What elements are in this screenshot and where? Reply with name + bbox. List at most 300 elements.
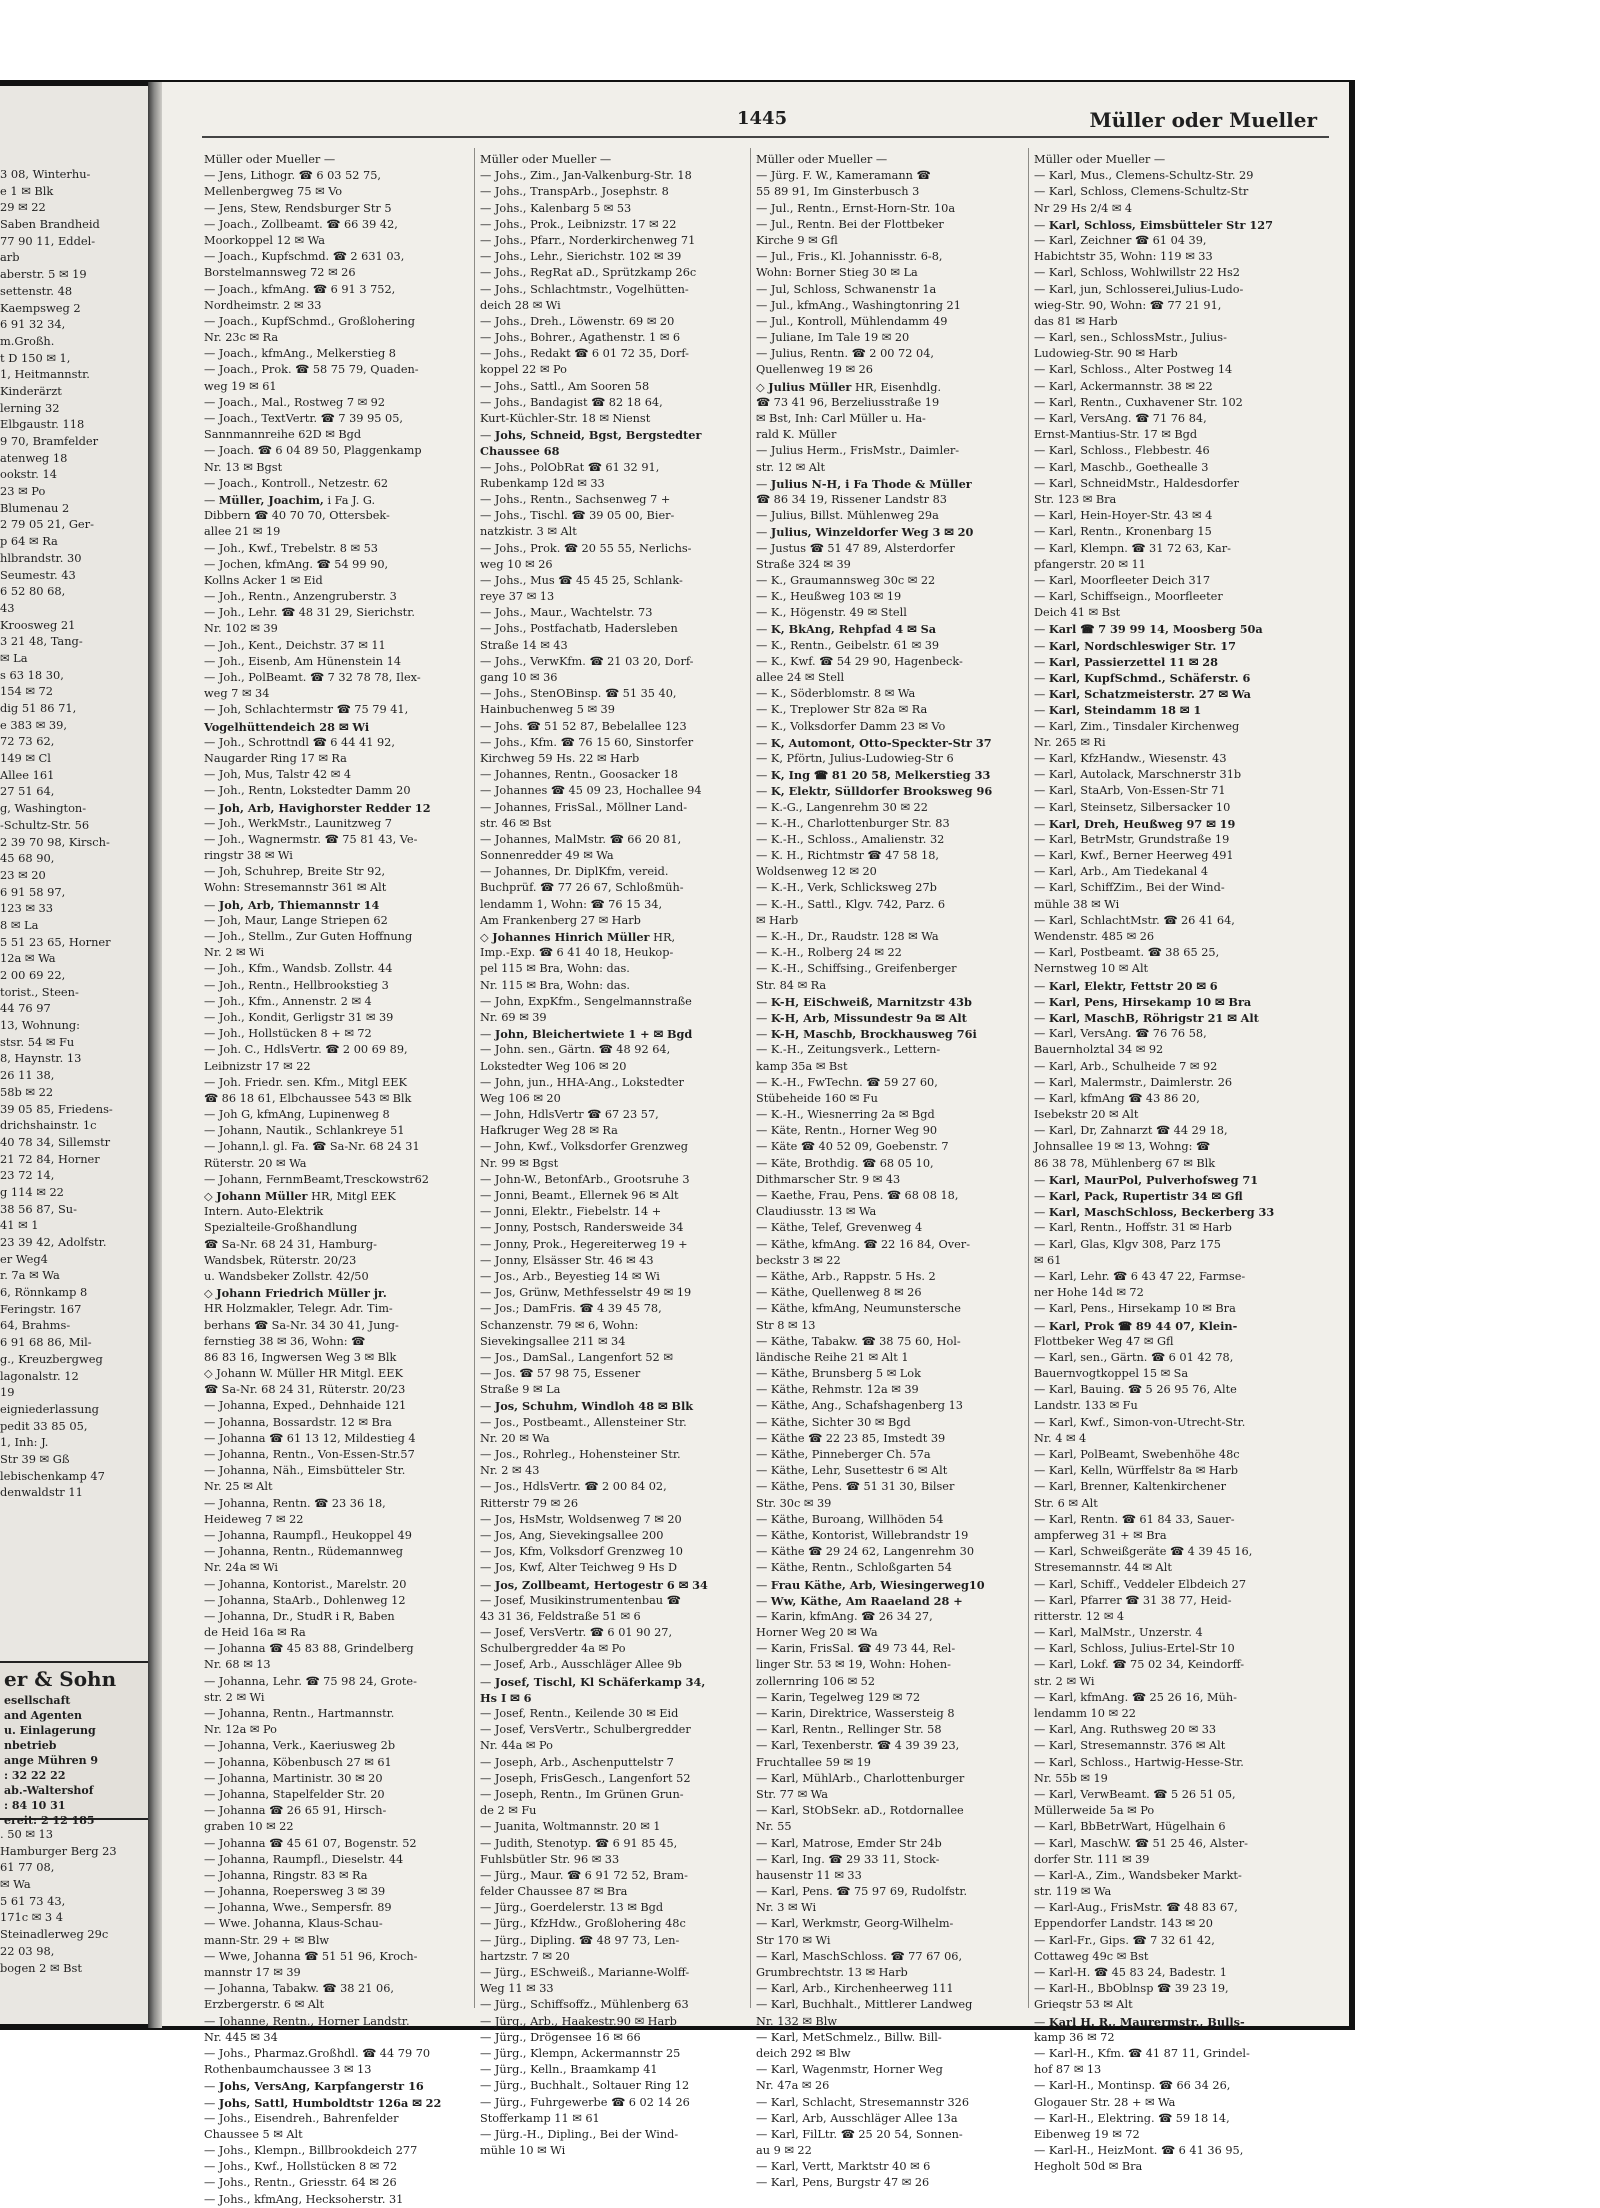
directory-entry: — Karl, Elektr, Fettstr 20 ✉ 6 <box>1034 978 1218 993</box>
directory-entry: — Karl, Ang. Ruthsweg 20 ✉ 33 <box>1034 1723 1217 1737</box>
directory-entry: — Jul., Fris., Kl. Johannisstr. 6-8, <box>756 250 943 264</box>
directory-entry: — Käte ☎ 40 52 09, Goebenstr. 7 <box>756 1140 949 1154</box>
directory-entry: — K., Treplower Str 82a ✉ Ra <box>756 703 928 717</box>
directory-entry: — Jonni, Elektr., Fiebelstr. 14 + <box>480 1205 662 1219</box>
directory-entry: ☎ 73 41 96, Berzeliusstraße 19 <box>756 395 940 409</box>
directory-entry: — John. sen., Gärtn. ☎ 48 92 64, <box>480 1043 671 1057</box>
directory-entry: — Julius, Winzeldorfer Weg 3 ✉ 20 <box>756 525 974 540</box>
directory-entry: — Karl, MalMstr., Unzerstr. 4 <box>1034 1626 1203 1640</box>
directory-entry: — K., Söderblomstr. 8 ✉ Wa <box>756 687 916 701</box>
directory-entry: — Julius, Billst. Mühlenweg 29a <box>756 509 939 523</box>
directory-entry: str. 119 ✉ Wa <box>1034 1885 1112 1899</box>
directory-entry: — Johanna, Rentn., Hartmannstr. <box>204 1707 395 1720</box>
directory-entry: — Johannes ☎ 45 09 23, Hochallee 94 <box>480 784 702 798</box>
directory-entry: Wohn: Borner Stieg 30 ✉ La <box>756 266 918 280</box>
directory-entry: — Johs., Rentn., Sachsenweg 7 + <box>480 492 671 506</box>
directory-entry: Kollns Acker 1 ✉ Eid <box>204 573 323 587</box>
column-header: Müller oder Mueller — <box>756 153 888 166</box>
column-entries <box>480 168 750 2159</box>
directory-entry: — Karl, Rentn., Rellinger Str. 58 <box>756 1723 942 1737</box>
ad-line: ereit: 2 12 185 <box>4 1814 95 1827</box>
directory-entry: Borstelmannsweg 72 ✉ 26 <box>204 266 356 280</box>
directory-entry: — Karl, Glas, Klgv 308, Parz 175 <box>1034 1237 1221 1251</box>
left-page-line: 2 00 69 22, <box>0 968 66 982</box>
column-entries <box>204 168 474 2208</box>
ad-line: : 32 22 22 <box>4 1769 66 1782</box>
left-page-line: denwaldstr 11 <box>0 1485 83 1500</box>
directory-entry: Nr. 25 ✉ Alt <box>204 1480 273 1494</box>
ad-line: and Agenten <box>4 1709 82 1722</box>
directory-entry: — Karin, Direktrice, Wassersteig 8 <box>756 1707 955 1720</box>
directory-entry: — Karl, SchlachtMstr. ☎ 26 41 64, <box>1034 913 1235 927</box>
left-page-line: 38 56 87, Su- <box>0 1201 77 1216</box>
directory-entry: — Karl, Passierzettel 11 ✉ 28 <box>1034 654 1219 669</box>
directory-entry: — K-H, EiSchweiß, Marnitzstr 43b <box>756 994 972 1009</box>
left-page-line: 58b ✉ 22 <box>0 1084 54 1099</box>
column-divider <box>474 148 475 2008</box>
directory-entry: Str 8 ✉ 13 <box>756 1318 816 1332</box>
directory-entry: — K.-H., Schloss., Amalienstr. 32 <box>756 832 945 846</box>
directory-entry: — Joh., PolBeamt. ☎ 7 32 78 78, Ilex- <box>204 671 421 684</box>
left-page-line: p 64 ✉ Ra <box>0 534 58 549</box>
column-2 <box>480 152 750 2159</box>
directory-entry: — Jul., kfmAng., Washingtonring 21 <box>756 298 961 312</box>
directory-entry: — Johann,l. gl. Fa. ☎ Sa-Nr. 68 24 31 <box>204 1140 420 1154</box>
directory-entry: — Jos, Ang, Sievekingsallee 200 <box>480 1528 664 1542</box>
directory-entry: — Johs., Klempn., Billbrookdeich 277 <box>204 2144 418 2158</box>
directory-entry: — Jürg., Kelln., Braamkamp 41 <box>480 2063 658 2077</box>
directory-entry: Hafkruger Weg 28 ✉ Ra <box>480 1124 618 1138</box>
directory-entry: — Käthe ☎ 29 24 62, Langenrehm 30 <box>756 1545 975 1559</box>
directory-entry: ◇ Johann Müller HR, Mitgl EEK <box>204 1189 396 1203</box>
directory-entry: mühle 10 ✉ Wi <box>480 2144 566 2158</box>
directory-entry: — Joh. C., HdlsVertr. ☎ 2 00 69 89, <box>204 1043 408 1057</box>
column-divider <box>1028 148 1029 2008</box>
directory-entry: — Johanna, Raumpfl., Dieselstr. 44 <box>204 1852 404 1866</box>
directory-entry: — Jos, Kfm, Volksdorf Grenzweg 10 <box>480 1545 683 1559</box>
left-page-line: arb <box>0 250 20 265</box>
directory-entry: — Johanna, Lehr. ☎ 75 98 24, Grote- <box>204 1674 417 1688</box>
left-page-line: Steinadlerweg 29c <box>0 1927 109 1942</box>
directory-entry: weg 10 ✉ 26 <box>480 557 553 571</box>
column-header: Müller oder Mueller — <box>1034 153 1166 166</box>
directory-entry: — Karl, Schloss, Clemens-Schultz-Str <box>1034 185 1249 199</box>
directory-entry: — Jürg., Fuhrgewerbe ☎ 6 02 14 26 <box>480 2095 690 2109</box>
directory-page <box>162 82 1349 2206</box>
directory-entry: — Karl, Arb, Ausschläger Allee 13a <box>756 2111 958 2125</box>
directory-entry: — Käte, Brothdig. ☎ 68 05 10, <box>756 1156 934 1170</box>
left-page-line: 22 03 98, <box>0 1943 55 1958</box>
directory-entry: Nr. 69 ✉ 39 <box>480 1010 547 1024</box>
left-page-line: 6, Rönnkamp 8 <box>0 1285 88 1300</box>
left-page-line: Seumestr. 43 <box>0 567 76 582</box>
left-page-line: 13, Wohnung: <box>0 1018 81 1033</box>
directory-entry: — Käthe, Brunsberg 5 ✉ Lok <box>756 1367 921 1381</box>
directory-entry: Kurt-Küchler-Str. 18 ✉ Nienst <box>480 412 651 425</box>
directory-entry: — Jürg., ESchweiß., Marianne-Wolff- <box>480 1966 690 1979</box>
directory-entry: — K.-G., Langenrehm 30 ✉ 22 <box>756 800 928 814</box>
directory-entry: — Karl, VersAng. ☎ 71 76 84, <box>1034 412 1207 425</box>
directory-entry: — Jonni, Beamt., Ellernek 96 ✉ Alt <box>480 1189 679 1202</box>
left-page-line: 6 91 32 34, <box>0 317 66 332</box>
left-page-line: Allee 161 <box>0 767 55 782</box>
left-page-line: 5 51 23 65, Horner <box>0 934 111 949</box>
directory-entry: — Karl-H. ☎ 45 83 24, Badestr. 1 <box>1034 1966 1227 1979</box>
directory-entry: — Justus ☎ 51 47 89, Alsterdorfer <box>756 541 955 555</box>
directory-entry: — Johs., Zim., Jan-Valkenburg-Str. 18 <box>480 169 692 183</box>
directory-entry: — Käthe, Rehmstr. 12a ✉ 39 <box>756 1383 919 1397</box>
directory-entry: Schanzenstr. 79 ✉ 6, Wohn: <box>480 1318 639 1332</box>
directory-entry: — Karl, Malermstr., Daimlerstr. 26 <box>1034 1075 1233 1089</box>
directory-entry: — Joach., TextVertr. ☎ 7 39 95 05, <box>204 412 404 425</box>
directory-entry: Hegholt 50d ✉ Bra <box>1034 2160 1143 2174</box>
directory-entry: Kirchweg 59 Hs. 22 ✉ Harb <box>480 751 640 765</box>
directory-entry: — Johannes, Rentn., Goosacker 18 <box>480 768 678 782</box>
directory-entry: Erzbergerstr. 6 ✉ Alt <box>204 1998 325 2012</box>
left-page-line: Saben Brandheid <box>0 217 100 232</box>
directory-entry: ampferweg 31 + ✉ Bra <box>1034 1528 1167 1542</box>
directory-entry: — K.-H., Zeitungsverk., Lettern- <box>756 1043 941 1057</box>
directory-entry: Rothenbaumchaussee 3 ✉ 13 <box>204 2063 372 2077</box>
directory-entry: — Karl, Schloss., Flebbestr. 46 <box>1034 444 1210 458</box>
directory-entry: hof 87 ✉ 13 <box>1034 2063 1102 2077</box>
left-page-line: 6 91 68 86, Mil- <box>0 1335 92 1350</box>
directory-entry: mannstr 17 ✉ 39 <box>204 1966 301 1979</box>
directory-entry: — Karl, Maschb., Goethealle 3 <box>1034 460 1209 474</box>
directory-entry: — Käthe, Pinneberger Ch. 57a <box>756 1448 931 1461</box>
directory-entry: — Käthe, Arb., Rappstr. 5 Hs. 2 <box>756 1269 936 1283</box>
directory-entry: — Käthe, kfmAng, Neumunstersche <box>756 1302 961 1316</box>
directory-entry: — Karl, Ing. ☎ 29 33 11, Stock- <box>756 1852 940 1866</box>
directory-entry: — Karl, Bauing. ☎ 5 26 95 76, Alte <box>1034 1383 1237 1397</box>
directory-entry: — Johs., Tischl. ☎ 39 05 00, Bier- <box>480 509 675 523</box>
directory-entry: — Karl, Arb., Am Tiedekanal 4 <box>1034 865 1209 879</box>
column-1 <box>204 152 474 2208</box>
directory-entry: — Karl, Arb., Schulheide 7 ✉ 92 <box>1034 1059 1218 1073</box>
directory-entry: Intern. Auto-Elektrik <box>204 1205 324 1219</box>
directory-entry: — Johanna, Rentn. ☎ 23 36 18, <box>204 1496 386 1510</box>
left-page-line: stsr. 54 ✉ Fu <box>0 1034 75 1049</box>
directory-entry: Nr. 55 <box>756 1820 792 1834</box>
column-3 <box>756 152 1026 2192</box>
directory-entry: — Karl, Moorfleeter Deich 317 <box>1034 573 1211 587</box>
directory-entry: Ernst-Mantius-Str. 17 ✉ Bgd <box>1034 428 1198 442</box>
directory-entry: — Johanna, Ringstr. 83 ✉ Ra <box>204 1868 368 1882</box>
directory-entry: — Juanita, Woltmannstr. 20 ✉ 1 <box>480 1820 661 1834</box>
directory-entry: Nr. 68 ✉ 13 <box>204 1658 271 1672</box>
directory-entry: — Karl, Lehr. ☎ 6 43 47 22, Farmse- <box>1034 1269 1246 1283</box>
directory-entry: — Jonny, Elsässer Str. 46 ✉ 43 <box>480 1253 654 1267</box>
left-page-line: g, Washington- <box>0 801 87 816</box>
directory-entry: — Joh, Maur, Lange Striepen 62 <box>204 913 388 927</box>
directory-entry: ✉ Harb <box>756 913 799 927</box>
directory-entry: ✉ Bst, Inh: Carl Müller u. Ha- <box>756 412 926 425</box>
left-page-line: 41 ✉ 1 <box>0 1218 39 1233</box>
directory-entry: lendamm 10 ✉ 22 <box>1034 1707 1136 1720</box>
left-page-line: 5 61 73 43, <box>0 1893 66 1908</box>
directory-entry: — Johs. ☎ 51 52 87, Bebelallee 123 <box>480 719 687 733</box>
directory-entry: — Joseph, Rentn., Im Grünen Grun- <box>480 1787 684 1801</box>
directory-entry: — Karl, MaschB, Röhrigstr 21 ✉ Alt <box>1034 1010 1259 1025</box>
directory-entry: lendamm 1, Wohn: ☎ 76 15 34, <box>480 897 663 911</box>
directory-entry: dorfer Str. 111 ✉ 39 <box>1034 1852 1150 1866</box>
directory-entry: — Käthe, Lehr, Susettestr 6 ✉ Alt <box>756 1464 948 1478</box>
directory-entry: das 81 ✉ Harb <box>1034 314 1118 328</box>
directory-entry: — Johanna, Näh., Eimsbütteler Str. <box>204 1464 406 1478</box>
directory-entry: — Jul, Schloss, Schwanenstr 1a <box>756 282 937 296</box>
directory-entry: Str. 123 ✉ Bra <box>1034 492 1117 506</box>
ad-line: ange Mühren 9 <box>4 1754 99 1767</box>
left-page-line: Feringstr. 167 <box>0 1301 82 1316</box>
directory-entry: Nernstweg 10 ✉ Alt <box>1034 962 1149 976</box>
directory-entry: — Karl-Fr., Gips. ☎ 7 32 61 42, <box>1034 1933 1215 1947</box>
directory-entry: — Joh., Kfm., Annenstr. 2 ✉ 4 <box>204 994 372 1008</box>
directory-entry: Mellenbergweg 75 ✉ Vo <box>204 185 343 199</box>
directory-entry: — Karl, Autolack, Marschnerstr 31b <box>1034 768 1242 782</box>
directory-entry: — Joh, Arb, Thiemannstr 14 <box>204 897 380 912</box>
directory-entry: — Karl, Matrose, Emder Str 24b <box>756 1836 942 1850</box>
directory-entry: Isebekstr 20 ✉ Alt <box>1034 1108 1139 1122</box>
directory-entry: — Johanna, Rentn., Von-Essen-Str.57 <box>204 1448 415 1461</box>
directory-entry: Habichtstr 35, Wohn: 119 ✉ 33 <box>1034 250 1213 264</box>
directory-entry: — Karl, Hein-Hoyer-Str. 43 ✉ 4 <box>1034 509 1213 523</box>
directory-entry: Ludowieg-Str. 90 ✉ Harb <box>1034 347 1178 361</box>
directory-entry: — Jul., Kontroll, Mühlendamm 49 <box>756 314 948 328</box>
directory-entry: — Jul., Rentn., Ernst-Horn-Str. 10a <box>756 201 956 215</box>
directory-entry: Glogauer Str. 28 + ✉ Wa <box>1034 2095 1176 2109</box>
directory-entry: Nr. 4 ✉ 4 <box>1034 1431 1087 1445</box>
directory-entry: Quellenweg 19 ✉ 26 <box>756 363 873 377</box>
left-page-line: 2 39 70 98, Kirsch- <box>0 834 110 849</box>
directory-entry: — Johs., Kalenbarg 5 ✉ 53 <box>480 201 632 215</box>
left-page-line: aberstr. 5 ✉ 19 <box>0 267 87 282</box>
directory-entry: — Josef, VersVertr. ☎ 6 01 90 27, <box>480 1626 673 1640</box>
directory-entry: — K, Ing ☎ 81 20 58, Melkerstieg 33 <box>756 768 991 783</box>
directory-entry: — Johanna, Kontorist., Marelstr. 20 <box>204 1577 407 1591</box>
directory-entry: Wandsbek, Rüterstr. 20/23 <box>204 1253 357 1267</box>
directory-entry: — Johs., kfmAng, Hecksoherstr. 31 <box>204 2192 404 2206</box>
directory-entry: — Johanna, Raumpfl., Heukoppel 49 <box>204 1528 412 1542</box>
directory-entry: — K.-H., Dr., Raudstr. 128 ✉ Wa <box>756 930 939 943</box>
left-page-line: 2 79 05 21, Ger- <box>0 517 94 532</box>
left-page-line: bogen 2 ✉ Bst <box>0 1960 82 1975</box>
directory-entry: Nr. 23c ✉ Ra <box>204 331 279 345</box>
directory-entry: — Jos, Zollbeamt, Hertogestr 6 ✉ 34 <box>480 1577 708 1592</box>
directory-entry: — John, jun., HHA-Ang., Lokstedter <box>480 1075 684 1089</box>
directory-entry: Heideweg 7 ✉ 22 <box>204 1512 304 1526</box>
directory-entry: — Josef, Arb., Ausschläger Allee 9b <box>480 1658 682 1672</box>
left-page-line: 23 72 14, <box>0 1168 55 1183</box>
directory-entry: — Johannes, Dr. DiplKfm, vereid. <box>480 865 669 879</box>
directory-entry: fernstieg 38 ✉ 36, Wohn: ☎ <box>204 1334 366 1348</box>
left-page-line: atenweg 18 <box>0 450 68 465</box>
directory-entry: — Johs., Bohrer., Agathenstr. 1 ✉ 6 <box>480 331 681 345</box>
directory-entry: — Karl, sen., SchlossMstr., Julius- <box>1034 331 1227 345</box>
directory-entry: — Karl, Schatzmeisterstr. 27 ✉ Wa <box>1034 687 1251 702</box>
directory-entry: — Johs., Sattl., Am Sooren 58 <box>480 379 650 393</box>
directory-entry: Weg 106 ✉ 20 <box>480 1091 561 1105</box>
directory-entry: — Käthe, Pens. ☎ 51 31 30, Bilser <box>756 1480 955 1494</box>
directory-entry: — Karl, PolBeamt, Swebenhöhe 48c <box>1034 1448 1240 1461</box>
directory-entry: — Müller, Joachim, i Fa J. G. <box>204 492 376 507</box>
directory-entry: — Joach., KupfSchmd., Großlohering <box>204 314 415 328</box>
directory-entry: — Joh., Hollstücken 8 + ✉ 72 <box>204 1027 372 1041</box>
left-page-line: m.Großh. <box>0 333 55 348</box>
directory-entry: — Karl, Zim., Tinsdaler Kirchenweg <box>1034 719 1240 733</box>
directory-entry: — Karl, Pens, Burgstr 47 ✉ 26 <box>756 2176 930 2190</box>
directory-entry: — Joh, Arb, Havighorster Redder 12 <box>204 800 431 815</box>
left-page-line: Kinderärzt <box>0 383 62 398</box>
directory-entry: — Karl, Kwf., Simon-von-Utrecht-Str. <box>1034 1415 1246 1429</box>
directory-entry: — Joseph, FrisGesch., Langenfort 52 <box>480 1771 691 1785</box>
directory-entry: — Johs., Schlachtmstr., Vogelhütten- <box>480 282 689 296</box>
directory-entry: ◇ Johann W. Müller HR Mitgl. EEK <box>204 1367 403 1381</box>
directory-entry: — Käthe, Telef, Grevenweg 4 <box>756 1221 923 1235</box>
left-page-line: 23 39 42, Adolfstr. <box>0 1235 107 1249</box>
directory-entry: — Karl, kfmAng ☎ 43 86 20, <box>1034 1091 1200 1105</box>
left-page-line: 149 ✉ Cl <box>0 751 51 766</box>
column-entries <box>756 168 1026 2191</box>
directory-entry: — Karl, jun, Schlosserei,Julius-Ludo- <box>1034 282 1244 296</box>
directory-entry: — Joach., Zollbeamt. ☎ 66 39 42, <box>204 217 398 231</box>
directory-entry: — Karl, kfmAng. ☎ 25 26 16, Müh- <box>1034 1690 1237 1704</box>
directory-entry: de 2 ✉ Fu <box>480 1804 537 1818</box>
directory-entry: — Karl ☎ 7 39 99 14, Moosberg 50a <box>1034 622 1263 637</box>
directory-entry: — K. H., Richtmstr ☎ 47 58 18, <box>756 849 939 863</box>
directory-entry: — Karl, Dreh, Heußweg 97 ✉ 19 <box>1034 816 1236 831</box>
directory-entry: — Karin, Tegelweg 129 ✉ 72 <box>756 1690 921 1704</box>
directory-entry: — Joach., Kupfschmd. ☎ 2 631 03, <box>204 250 405 264</box>
directory-entry: — Karl, StObSekr. aD., Rotdornallee <box>756 1804 964 1818</box>
directory-entry: Stübeheide 160 ✉ Fu <box>756 1091 878 1105</box>
directory-entry: — Johs., Dreh., Löwenstr. 69 ✉ 20 <box>480 314 675 328</box>
left-page-line: settenstr. 48 <box>0 283 73 298</box>
directory-entry: — Karl, SchneidMstr., Haldesdorfer <box>1034 476 1239 490</box>
left-page-line: ✉ Wa <box>0 1877 31 1892</box>
directory-entry: Chaussee 5 ✉ Alt <box>204 2127 303 2141</box>
left-page-line: 72 73 62, <box>0 734 55 749</box>
directory-entry: — Johs., StenOBinsp. ☎ 51 35 40, <box>480 687 677 701</box>
left-page-line: s 63 18 30, <box>0 667 64 682</box>
directory-entry: — Karl, Schweißgeräte ☎ 4 39 45 16, <box>1034 1545 1253 1559</box>
directory-entry: — Karl, Werkmstr, Georg-Wilhelm- <box>756 1917 954 1931</box>
directory-entry: — Joh, Schlachtermstr ☎ 75 79 41, <box>204 703 409 717</box>
left-page-line: 27 51 64, <box>0 784 55 799</box>
directory-entry: — Karl, VersAng. ☎ 76 76 58, <box>1034 1027 1207 1041</box>
directory-entry: — Joh. Friedr. sen. Kfm., Mitgl EEK <box>204 1075 407 1089</box>
directory-entry: Wendenstr. 485 ✉ 26 <box>1034 930 1155 943</box>
ad-line: ab.-Waltershof <box>4 1784 94 1797</box>
left-page-line: t D 150 ✉ 1, <box>0 350 71 365</box>
column-4 <box>1034 152 1304 2175</box>
directory-entry: — Joseph, Arb., Aschenputtelstr 7 <box>480 1755 674 1769</box>
directory-entry: deich 292 ✉ Blw <box>756 2046 851 2060</box>
left-page-line: ookstr. 14 <box>0 467 57 482</box>
directory-entry: Str. 77 ✉ Wa <box>756 1787 829 1801</box>
advertisement <box>0 1661 148 1827</box>
directory-entry: — Karl, Schlacht, Stresemannstr 326 <box>756 2095 970 2109</box>
directory-entry: — K, Elektr, Sülldorfer Brooksweg 96 <box>756 784 993 799</box>
directory-entry: — Joh., Stellm., Zur Guten Hoffnung <box>204 930 413 943</box>
directory-entry: au 9 ✉ 22 <box>756 2144 812 2158</box>
directory-entry: ☎ 86 34 19, Rissener Landstr 83 <box>756 492 947 506</box>
directory-entry: — Jos.; DamFris. ☎ 4 39 45 78, <box>480 1302 662 1316</box>
directory-entry: allee 24 ✉ Stell <box>756 671 845 684</box>
directory-entry: — Johs., Postfachatb, Hadersleben <box>480 622 678 636</box>
directory-entry: — Jonny, Prok., Hegereiterweg 19 + <box>480 1237 688 1251</box>
directory-entry: — Johs., Kwf., Hollstücken 8 ✉ 72 <box>204 2160 398 2174</box>
directory-entry: Müllerweide 5a ✉ Po <box>1034 1804 1155 1818</box>
directory-entry: kamp 35a ✉ Bst <box>756 1059 848 1073</box>
directory-entry: Rubenkamp 12d ✉ 33 <box>480 476 605 490</box>
directory-entry: — K-H, Arb, Missundestr 9a ✉ Alt <box>756 1010 967 1025</box>
directory-entry: — Johanna, Rentn., Rüdemannweg <box>204 1545 404 1559</box>
directory-entry: Eppendorfer Landstr. 143 ✉ 20 <box>1034 1917 1213 1931</box>
directory-entry: Imp.-Exp. ☎ 6 41 40 18, Heukop- <box>480 946 674 960</box>
directory-entry: — Johanna, Dr., StudR i R, Baben <box>204 1609 395 1623</box>
directory-entry: — Johanna, Tabakw. ☎ 38 21 06, <box>204 1982 394 1996</box>
directory-entry: — Johanna, Roepersweg 3 ✉ 39 <box>204 1885 386 1899</box>
directory-entry: — Johs., Rentn., Griesstr. 64 ✉ 26 <box>204 2176 397 2190</box>
directory-entry: felder Chaussee 87 ✉ Bra <box>480 1885 628 1899</box>
directory-entry: — Julius N-H, i Fa Thode & Müller <box>756 476 972 491</box>
left-page-line: Kaempsweg 2 <box>0 300 81 315</box>
directory-entry: — K., Högenstr. 49 ✉ Stell <box>756 606 907 620</box>
directory-entry: — Karl, Postbeamt. ☎ 38 65 25, <box>1034 946 1220 960</box>
directory-entry: — Jos., DamSal., Langenfort 52 ✉ <box>480 1350 673 1364</box>
directory-entry: pel 115 ✉ Bra, Wohn: das. <box>480 962 630 976</box>
directory-entry: weg 7 ✉ 34 <box>204 687 270 701</box>
directory-entry: — Jens, Lithogr. ☎ 6 03 52 75, <box>204 169 381 183</box>
directory-entry: Straße 14 ✉ 43 <box>480 638 568 652</box>
left-page-line: 64, Brahms- <box>0 1318 71 1333</box>
directory-entry: — Jürg., Klempn, Ackermannstr 25 <box>480 2046 681 2060</box>
directory-entry: Buchprüf. ☎ 77 26 67, Schloßmüh- <box>480 881 684 895</box>
directory-entry: — Käthe, Buroang, Willhöden 54 <box>756 1512 944 1526</box>
directory-entry: — K.-H., FwTechn. ☎ 59 27 60, <box>756 1075 938 1089</box>
running-head: Müller oder Mueller <box>1089 108 1317 132</box>
directory-entry: — Karl, Lokf. ☎ 75 02 34, Keindorff- <box>1034 1658 1245 1672</box>
directory-entry: berhans ☎ Sa-Nr. 34 30 41, Jung- <box>204 1318 399 1332</box>
directory-entry: ☎ Sa-Nr. 68 24 31, Hamburg- <box>204 1237 377 1251</box>
directory-entry: str. 12 ✉ Alt <box>756 460 826 474</box>
directory-entry: — Käthe, Sichter 30 ✉ Bgd <box>756 1415 911 1429</box>
directory-entry: — Joh., Rentn., Hellbrookstieg 3 <box>204 978 389 992</box>
directory-entry: Nr. 13 ✉ Bgst <box>204 460 283 474</box>
directory-entry: — K, Pförtn, Julius-Ludowieg-Str 6 <box>756 751 954 765</box>
directory-entry: Str. 6 ✉ Alt <box>1034 1496 1098 1510</box>
directory-entry: — Jürg., Arb., Haakestr.90 ✉ Harb <box>480 2014 677 2028</box>
directory-entry: — Jürg., Drögensee 16 ✉ 66 <box>480 2030 641 2044</box>
directory-entry: — Karl, MaschSchloss. ☎ 77 67 06, <box>756 1949 963 1963</box>
directory-entry: graben 10 ✉ 22 <box>204 1820 294 1834</box>
directory-entry: — Jos, Kwf, Alter Teichweg 9 Hs D <box>480 1561 678 1575</box>
left-page-line: 123 ✉ 33 <box>0 901 54 916</box>
directory-entry: — Karl, Prok ☎ 89 44 07, Klein- <box>1034 1318 1238 1333</box>
directory-entry: wieg-Str. 90, Wohn: ☎ 77 21 91, <box>1034 298 1222 312</box>
directory-entry: — Karl, Pens., Hirsekamp 10 ✉ Bra <box>1034 1302 1236 1316</box>
directory-entry: — Karl, BetrMstr, Grundstraße 19 <box>1034 832 1230 846</box>
directory-entry: — K., Heußweg 103 ✉ 19 <box>756 590 902 604</box>
directory-entry: — John, ExpKfm., Sengelmannstraße <box>480 994 692 1008</box>
left-page-line: 1, Heitmannstr. <box>0 367 90 382</box>
directory-entry: — Frau Käthe, Arb, Wiesingerweg10 <box>756 1577 985 1592</box>
directory-entry: gang 10 ✉ 36 <box>480 671 558 684</box>
directory-entry: — Karl, Zeichner ☎ 61 04 39, <box>1034 233 1207 247</box>
left-page-line: Str 39 ✉ Gß <box>0 1451 70 1466</box>
directory-entry: — Johs., Kfm. ☎ 76 15 60, Sinstorfer <box>480 735 694 749</box>
directory-entry: — Karl, Klempn. ☎ 31 72 63, Kar- <box>1034 541 1231 555</box>
